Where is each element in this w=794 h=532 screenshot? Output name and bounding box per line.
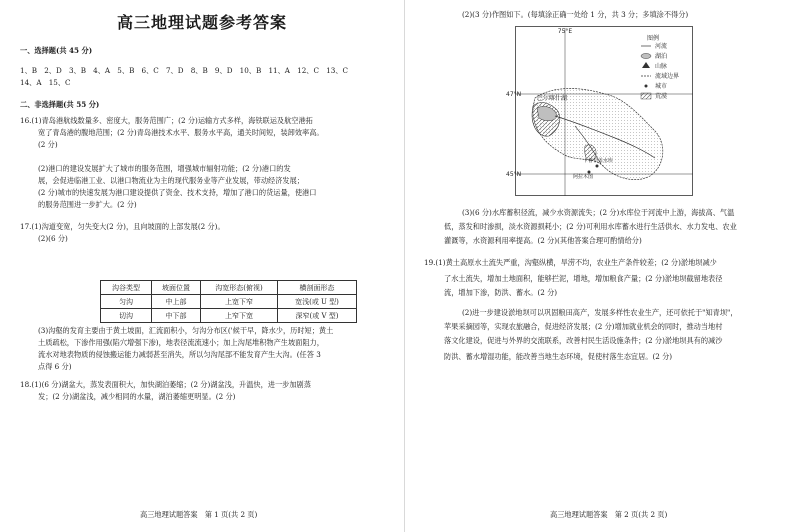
table-cell: 中上部	[152, 295, 201, 309]
legend-item: 河流	[655, 43, 668, 50]
text-line: (2 分)城市的快速发展为港口建设提供了资金、技术支持，增加了港口的货运量，使港口	[38, 188, 317, 197]
text-line: 低，蒸发和时渗损，淡水资源损耗小；(2 分)可利用水库蓄水进行生活供水、水力发电、农业	[444, 222, 737, 231]
text-line: 发；(2 分)湖盆浅，减少相同的水量，湖泊萎缩更明显。(2 分)	[38, 392, 236, 401]
text-line: 流，增加下渗，防洪、蓄水。(2 分)	[444, 288, 558, 297]
table-cell: 切沟	[101, 309, 152, 323]
legend-lake-symbol	[641, 54, 651, 59]
table-header-row	[101, 281, 357, 295]
legend-item: 荒漠	[655, 93, 668, 100]
text-line: 流水对地表物质的侵蚀搬运能力减弱甚至消失，所以匀沟尾部不能发育产生大沟。(任答 3	[38, 350, 321, 359]
text-line: (2)港口的建设发展扩大了城市的服务范围，增强城市辐射功能；(2 分)港口的发	[38, 164, 291, 173]
table-row	[101, 309, 357, 323]
legend-city-symbol	[645, 85, 648, 88]
text-line: 防洪、蓄水增湿功能，能改善当地生态环境，促使村落生态宜居。(2 分)	[444, 352, 673, 361]
text-line: (2)(6 分)	[38, 234, 68, 243]
table-row	[101, 295, 357, 309]
legend-title: 图例	[647, 35, 660, 42]
latitude-label-bottom: 45°N	[506, 171, 522, 178]
city-marker	[596, 165, 599, 168]
table-cell: 匀沟	[101, 295, 152, 309]
legend-item: 湖泊	[655, 53, 668, 60]
city-label: 卡普恰盖水库	[583, 158, 614, 164]
text-line: 二、非选择题(共 55 分)	[20, 100, 100, 109]
text-line: (3)(6 分)水库蓄积径流，减少水资源流失；(2 分)水库位于河流中上游，海拔高、气温	[462, 208, 735, 217]
text-line: 苹果采摘园等，实现农旅融合，促进经济发展；(2 分)增加就业机会的同时，推动当地村	[444, 322, 723, 331]
text-line: 14、A 15、C	[20, 78, 71, 87]
table-header-cell: 横剖面形态	[278, 281, 357, 295]
text-line: 18.(1)(6 分)湖盆大，蒸发表面积大，加快湖泊萎缩；(2 分)湖盆浅，升温快，进一步加剧蒸	[20, 380, 311, 389]
table-cell: 上窄下宽	[201, 309, 278, 323]
table-cell: 宽浅(或 U 型)	[278, 295, 357, 309]
text-line: 17.(1)沟道变宽，匀失变大(2 分)，且向坡面的上部发展(2 分)。	[20, 222, 225, 231]
text-line: 一、选择题(共 45 分)	[20, 46, 93, 55]
table-cell: 中下部	[152, 309, 201, 323]
text-line: 的服务范围进一步扩大。(2 分)	[38, 200, 137, 209]
text-line: 16.(1)青岛港航线数量多、密度大，服务范围广；(2 分)运输方式多样，海铁联运及航空港拓	[20, 116, 313, 125]
text-line: 展，会促进临港工业、以港口物流业为主的现代服务业等产业发展，带动经济发展；	[38, 176, 304, 185]
text-line: 土质疏松，下渗作用强(陷穴增强下渗)，地表径流流速小；加上沟尾堆积物产生坡面阻力，	[38, 338, 324, 347]
gully-comparison-table	[100, 280, 357, 323]
table-header-cell: 沟宽形态(俯视)	[201, 281, 278, 295]
text-line: 落文化建设，促进与外界的交流联系，改善村民生活设施条件；(2 分)淤地坝具有的减沙	[444, 336, 723, 345]
city-label: 阿拉木图	[573, 174, 594, 180]
legend-desert-symbol	[641, 93, 651, 99]
text-line: (2)(3 分)作图如下。(每填涂正确一处给 1 分，共 3 分；多填涂不得分)	[462, 10, 689, 19]
text-line: 灌溉等，水资源利用率提高。(2 分)(其他答案合理可酌情给分)	[444, 236, 642, 245]
longitude-label: 75°E	[557, 28, 573, 35]
document-title: 高三地理试题参考答案	[116, 13, 287, 32]
text-line: (3)沟壑的发育主要由于黄土坡面，汇流面积小，匀沟分布区('候干早，降水少，历时短；黄土	[38, 326, 334, 335]
river-basin-map	[506, 26, 693, 196]
legend-item: 山脉	[655, 63, 668, 70]
table-header-cell: 坡面位置	[152, 281, 201, 295]
table-header-cell: 沟谷类型	[101, 281, 152, 295]
text-line: (2)进一步建设淤地坝可以巩固粮田高产，发展多样性农业生产，还可依托于"知青坝"，	[462, 308, 738, 317]
legend-item: 城市	[655, 83, 668, 90]
page-footer-right: 高三地理试题答案 第 2 页(共 2 页)	[550, 510, 668, 519]
table-cell: 上宽下窄	[201, 295, 278, 309]
text-line: 了水土流失，增加土地面积，能够拦泥，增地，增加粮食产量；(2 分)淤地坝截留地表径	[444, 274, 723, 283]
page-footer-left: 高三地理试题答案 第 1 页(共 2 页)	[140, 510, 258, 519]
text-line: 点得 6 分)	[38, 362, 72, 371]
text-line: 1、B 2、D 3、B 4、A 5、B 6、C 7、D 8、B 9、D 10、B 11、A 12、C 13、C	[20, 66, 349, 75]
text-line: (2 分)	[38, 140, 58, 149]
text-line: 19.(1)黄土高原水土流失严重，沟壑纵横，旱涝不均，农业生产条件较差；(2 分)淤地坝减少	[424, 258, 717, 267]
table-cell: 深窄(或 V 型)	[278, 309, 357, 323]
legend-item: 流域边界	[655, 73, 680, 80]
latitude-label-top: 47°N	[506, 91, 522, 98]
lake-label: 巴尔喀什湖	[537, 95, 568, 102]
text-line: 宽了青岛港的腹地范围；(2 分)青岛港技术水平、服务水平高，通关时间短，装卸效率高。	[38, 128, 324, 137]
